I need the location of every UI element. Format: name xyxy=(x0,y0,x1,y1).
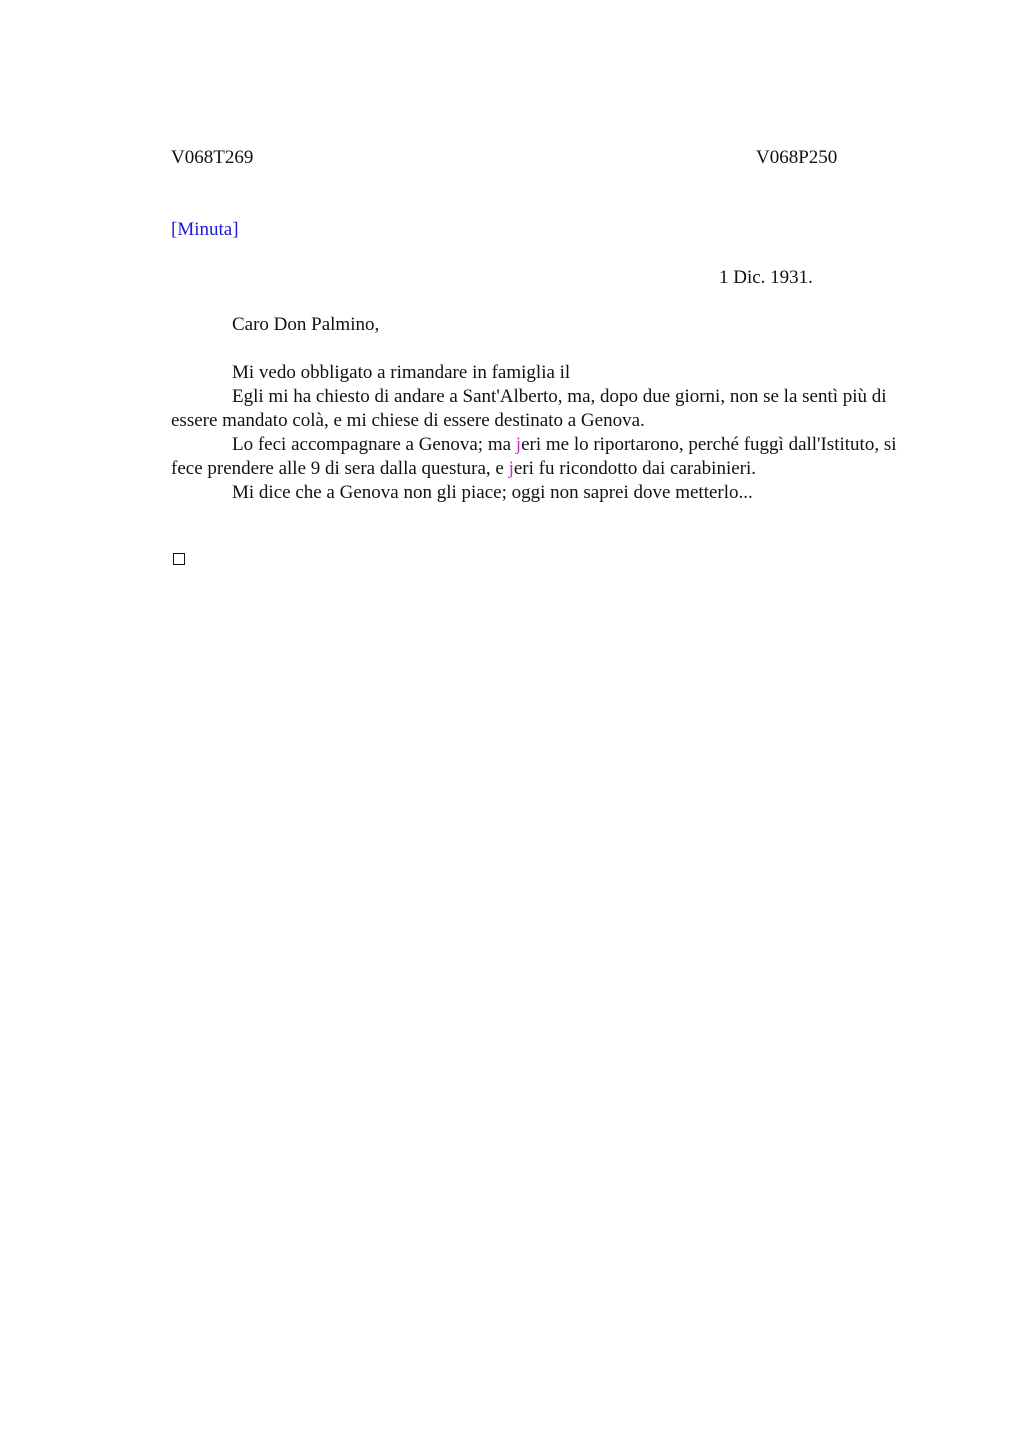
highlighted-letter: j xyxy=(515,434,522,455)
paragraph-3-part-a: Lo feci accompagnare a Genova; ma xyxy=(232,434,516,455)
end-marker-box xyxy=(173,553,185,565)
paragraph-3-part-e: eri fu ricondotto dai carabinieri. xyxy=(513,458,757,479)
paragraph-1: Mi vedo obbligato a rimandare in famiglia il xyxy=(232,362,571,383)
minuta-label: [Minuta] xyxy=(171,219,239,240)
document-code-right: V068P250 xyxy=(756,147,838,168)
paragraph-3 xyxy=(171,433,931,481)
paragraph-2: Egli mi ha chiesto di andare a Sant'Alberto, ma, dopo due giorni, non se la sentì più di essere mandato colà, e mi chiese di essere destinato a Genova. xyxy=(171,386,887,431)
paragraph-3-part-c: eri me lo riportarono, perché fuggì dall'Istituto, si fece prendere alle 9 di sera dalla questura, e xyxy=(171,434,897,479)
letter-date: 1 Dic. 1931. xyxy=(719,267,813,288)
document-code-left: V068T269 xyxy=(171,147,254,168)
letter-body xyxy=(171,361,931,505)
paragraph-4: Mi dice che a Genova non gli piace; oggi non saprei dove metterlo... xyxy=(232,482,753,503)
highlighted-letter: j xyxy=(508,458,514,479)
salutation: Caro Don Palmino, xyxy=(232,314,380,335)
